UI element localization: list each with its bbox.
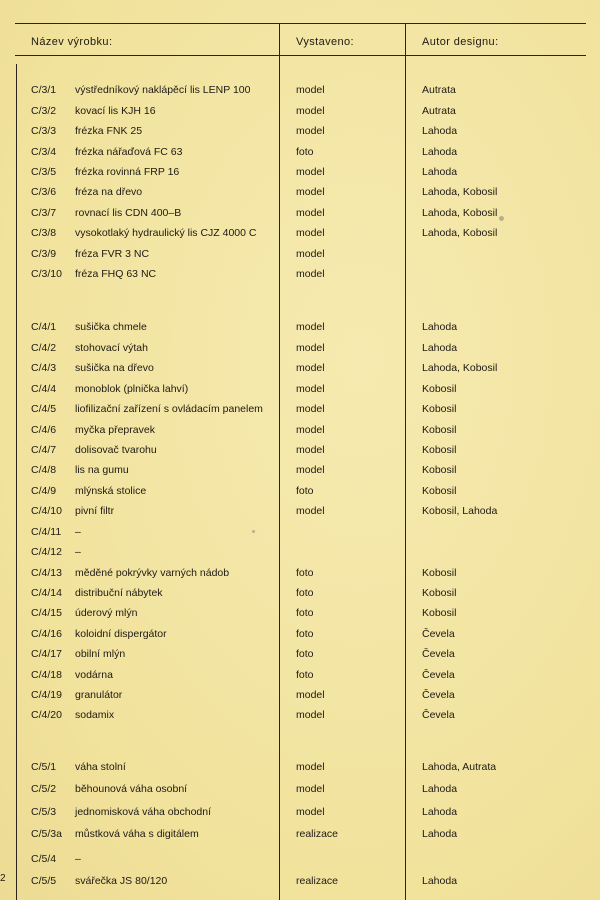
row-product-name: rovnací lis CDN 400–B: [75, 207, 182, 219]
row-code: C/5/3a: [31, 828, 62, 840]
row-author: Čevela: [422, 689, 455, 701]
row-product-name: sodamix: [75, 709, 115, 721]
table-row: [0, 464, 600, 484]
row-exhibited: model: [296, 105, 325, 117]
row-exhibited: foto: [296, 485, 314, 497]
row-author: Lahoda, Kobosil: [422, 207, 498, 219]
row-product-name: –: [75, 853, 81, 865]
row-code: C/5/3: [31, 806, 57, 818]
row-product-name: kovací lis KJH 16: [75, 105, 156, 117]
row-author: Lahoda, Kobosil: [422, 362, 498, 374]
row-product-name: fréza FHQ 63 NC: [75, 268, 157, 280]
row-product-name: sušička chmele: [75, 321, 147, 333]
row-code: C/4/12: [31, 546, 62, 558]
row-code: C/5/4: [31, 853, 57, 865]
row-exhibited: foto: [296, 146, 314, 158]
row-exhibited: realizace: [296, 875, 339, 887]
row-code: C/4/13: [31, 567, 62, 579]
table-row: [0, 761, 600, 781]
row-exhibited: model: [296, 248, 325, 260]
table-row: [0, 207, 600, 227]
row-code: C/4/6: [31, 424, 57, 436]
table-row: [0, 853, 600, 873]
page-number: 2: [0, 873, 6, 884]
table-row: [0, 444, 600, 464]
row-code: C/4/5: [31, 403, 57, 415]
row-author: Lahoda: [422, 806, 458, 818]
row-product-name: vodárna: [75, 669, 113, 681]
table-row: [0, 806, 600, 826]
row-product-name: mlýnská stolice: [75, 485, 147, 497]
row-exhibited: model: [296, 403, 325, 415]
row-product-name: distribuční nábytek: [75, 587, 163, 599]
row-author: Kobosil: [422, 424, 457, 436]
row-code: C/3/8: [31, 227, 57, 239]
row-code: C/4/9: [31, 485, 57, 497]
row-author: Čevela: [422, 648, 455, 660]
table-row: [0, 125, 600, 145]
row-code: C/4/17: [31, 648, 62, 660]
table-row: [0, 526, 600, 546]
table-row: [0, 505, 600, 525]
row-exhibited: model: [296, 227, 325, 239]
table-row: [0, 424, 600, 444]
row-product-name: fréza FVR 3 NC: [75, 248, 150, 260]
table-row: [0, 485, 600, 505]
row-code: C/5/1: [31, 761, 57, 773]
row-product-name: váha stolní: [75, 761, 126, 773]
row-exhibited: realizace: [296, 828, 339, 840]
row-author: Lahoda: [422, 828, 458, 840]
row-exhibited: model: [296, 362, 325, 374]
row-exhibited: model: [296, 464, 325, 476]
row-exhibited: model: [296, 505, 325, 517]
row-code: C/5/5: [31, 875, 57, 887]
row-code: C/3/6: [31, 186, 57, 198]
row-author: Kobosil: [422, 587, 457, 599]
row-exhibited: model: [296, 166, 325, 178]
row-author: Lahoda, Kobosil: [422, 186, 498, 198]
row-product-name: –: [75, 546, 81, 558]
row-product-name: frézka rovinná FRP 16: [75, 166, 180, 178]
row-code: C/4/16: [31, 628, 62, 640]
row-exhibited: foto: [296, 607, 314, 619]
table-top-rule: [15, 23, 586, 24]
table-row: [0, 362, 600, 382]
row-code: C/4/20: [31, 709, 62, 721]
row-product-name: –: [75, 526, 81, 538]
row-exhibited: model: [296, 689, 325, 701]
table-row: [0, 403, 600, 423]
row-exhibited: model: [296, 125, 325, 137]
table-row: [0, 166, 600, 186]
table-row: [0, 689, 600, 709]
table-row: [0, 546, 600, 566]
table-row: [0, 783, 600, 803]
header-bottom-rule: [15, 55, 586, 56]
table-row: [0, 875, 600, 895]
row-exhibited: model: [296, 186, 325, 198]
row-product-name: úderový mlýn: [75, 607, 138, 619]
row-product-name: jednomisková váha obchodní: [75, 806, 212, 818]
row-product-name: fréza na dřevo: [75, 186, 143, 198]
row-code: C/3/4: [31, 146, 57, 158]
row-code: C/4/4: [31, 383, 57, 395]
row-product-name: svářečka JS 80/120: [75, 875, 168, 887]
row-author: Kobosil: [422, 383, 457, 395]
row-code: C/3/2: [31, 105, 57, 117]
row-exhibited: model: [296, 321, 325, 333]
row-author: Lahoda: [422, 146, 458, 158]
row-product-name: granulátor: [75, 689, 123, 701]
row-code: C/3/1: [31, 84, 57, 96]
row-code: C/4/14: [31, 587, 62, 599]
row-author: Čevela: [422, 628, 455, 640]
header-exhibited: Vystaveno:: [296, 36, 355, 48]
table-row: [0, 342, 600, 362]
row-author: Lahoda: [422, 875, 458, 887]
row-product-name: běhounová váha osobní: [75, 783, 188, 795]
row-code: C/4/1: [31, 321, 57, 333]
row-code: C/3/5: [31, 166, 57, 178]
header-product: Název výrobku:: [31, 36, 113, 48]
row-exhibited: model: [296, 444, 325, 456]
row-product-name: lis na gumu: [75, 464, 129, 476]
table-row: [0, 648, 600, 668]
row-author: Lahoda, Autrata: [422, 761, 497, 773]
table-row: [0, 669, 600, 689]
row-author: Autrata: [422, 84, 456, 96]
row-author: Lahoda: [422, 125, 458, 137]
row-author: Kobosil: [422, 464, 457, 476]
row-author: Kobosil: [422, 444, 457, 456]
row-author: Kobosil, Lahoda: [422, 505, 498, 517]
table-row: [0, 146, 600, 166]
table-row: [0, 227, 600, 247]
row-exhibited: model: [296, 342, 325, 354]
row-author: Kobosil: [422, 567, 457, 579]
row-author: Kobosil: [422, 403, 457, 415]
row-exhibited: foto: [296, 669, 314, 681]
row-exhibited: foto: [296, 567, 314, 579]
row-author: Lahoda: [422, 166, 458, 178]
row-product-name: frézka nářaďová FC 63: [75, 146, 183, 158]
table-row: [0, 321, 600, 341]
row-code: C/5/2: [31, 783, 57, 795]
row-exhibited: foto: [296, 628, 314, 640]
row-exhibited: model: [296, 424, 325, 436]
row-code: C/4/7: [31, 444, 57, 456]
table-row: [0, 105, 600, 125]
row-code: C/4/8: [31, 464, 57, 476]
row-exhibited: model: [296, 761, 325, 773]
table-row: [0, 828, 600, 848]
row-product-name: stohovací výtah: [75, 342, 148, 354]
row-code: C/4/11: [31, 526, 62, 538]
row-product-name: koloidní dispergátor: [75, 628, 167, 640]
row-exhibited: model: [296, 207, 325, 219]
paper-speck: [499, 216, 504, 221]
row-product-name: myčka přepravek: [75, 424, 155, 436]
row-author: Kobosil: [422, 607, 457, 619]
row-product-name: měděné pokrývky varných nádob: [75, 567, 230, 579]
row-author: Čevela: [422, 709, 455, 721]
row-product-name: dolisovač tvarohu: [75, 444, 157, 456]
row-code: C/3/9: [31, 248, 57, 260]
row-code: C/4/15: [31, 607, 62, 619]
row-code: C/4/3: [31, 362, 57, 374]
row-exhibited: model: [296, 783, 325, 795]
row-product-name: liofilizační zařízení s ovládacím panelem: [75, 403, 263, 415]
row-code: C/3/3: [31, 125, 57, 137]
row-author: Lahoda, Kobosil: [422, 227, 498, 239]
table-row: [0, 186, 600, 206]
row-author: Lahoda: [422, 783, 458, 795]
row-author: Čevela: [422, 669, 455, 681]
row-exhibited: model: [296, 268, 325, 280]
table-row: [0, 84, 600, 104]
row-exhibited: foto: [296, 648, 314, 660]
row-exhibited: model: [296, 383, 325, 395]
row-author: Kobosil: [422, 485, 457, 497]
row-code: C/3/7: [31, 207, 57, 219]
row-code: C/4/18: [31, 669, 62, 681]
row-exhibited: model: [296, 709, 325, 721]
row-product-name: pivní filtr: [75, 505, 115, 517]
table-row: [0, 607, 600, 627]
row-product-name: vysokotlaký hydraulický lis CJZ 4000 C: [75, 227, 257, 239]
row-code: C/3/10: [31, 268, 62, 280]
table-row: [0, 628, 600, 648]
table-row: [0, 268, 600, 288]
table-row: [0, 383, 600, 403]
row-code: C/4/10: [31, 505, 62, 517]
row-product-name: sušička na dřevo: [75, 362, 154, 374]
row-exhibited: model: [296, 84, 325, 96]
table-row: [0, 567, 600, 587]
row-exhibited: model: [296, 806, 325, 818]
table-row: [0, 248, 600, 268]
row-code: C/4/19: [31, 689, 62, 701]
row-code: C/4/2: [31, 342, 57, 354]
table-row: [0, 709, 600, 729]
row-product-name: obilní mlýn: [75, 648, 126, 660]
row-author: Lahoda: [422, 321, 458, 333]
row-product-name: výstředníkový naklápěcí lis LENP 100: [75, 84, 251, 96]
row-exhibited: foto: [296, 587, 314, 599]
row-author: Autrata: [422, 105, 456, 117]
table-row: [0, 587, 600, 607]
row-product-name: monoblok (plnička lahví): [75, 383, 189, 395]
row-author: Lahoda: [422, 342, 458, 354]
paper-speck: [252, 530, 255, 533]
row-product-name: frézka FNK 25: [75, 125, 143, 137]
row-product-name: můstková váha s digitálem: [75, 828, 199, 840]
header-author: Autor designu:: [422, 36, 499, 48]
